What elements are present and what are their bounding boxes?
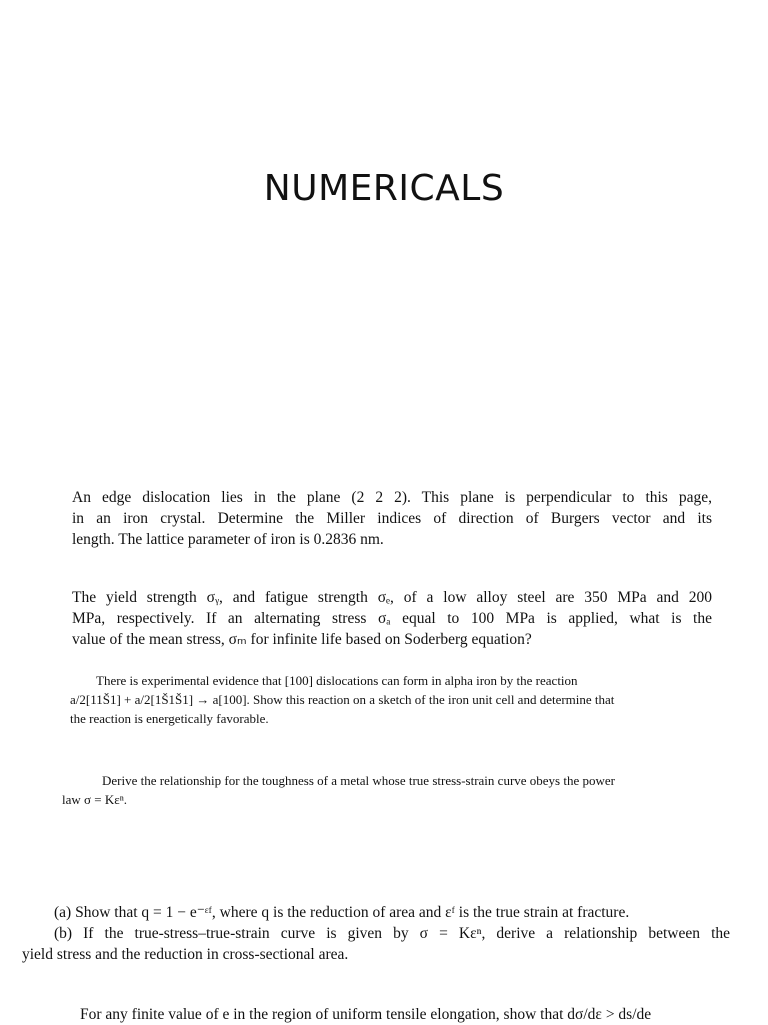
question-6-line-1: For any finite value of e in the region of uniform tensile elongation, show that dσ/dε > ds/de [80, 1006, 652, 1023]
question-4-line-1: Derive the relationship for the toughness of a metal whose true stress-strain curve obeys the power [102, 773, 615, 788]
question-1-line-1: An edge dislocation lies in the plane (2 2 2). This plane is perpendicular to this page, [72, 489, 712, 506]
question-4 [62, 771, 702, 809]
question-5-line-2: (b) If the true-stress–true-strain curve is given by σ = Kεⁿ, derive a relationship between the [54, 925, 730, 942]
question-5-line-3: yield stress and the reduction in cross-sectional area. [22, 946, 349, 963]
question-3-line-3: the reaction is energetically favorable. [70, 711, 269, 726]
question-5-line-1: (a) Show that q = 1 − e⁻ᵋᶠ, where q is the reduction of area and εᶠ is the true strain at fracture. [54, 904, 630, 921]
question-4-line-2: law σ = Kεⁿ. [62, 792, 128, 807]
question-2-line-2: MPa, respectively. If an alternating stress σₐ equal to 100 MPa is applied, what is the [72, 610, 712, 627]
question-2 [72, 587, 712, 650]
question-1-line-3: length. The lattice parameter of iron is 0.2836 nm. [72, 531, 384, 548]
question-2-line-1: The yield strength σᵧ, and fatigue strength σₑ, of a low alloy steel are 350 MPa and 200 [72, 589, 712, 606]
question-1-line-2: in an iron crystal. Determine the Miller indices of direction of Burgers vector and its [72, 510, 712, 527]
question-5 [22, 902, 730, 965]
question-1 [72, 487, 712, 550]
question-2-line-3: value of the mean stress, σₘ for infinite life based on Soderberg equation? [72, 631, 532, 648]
question-3 [70, 671, 690, 728]
question-3-line-1: There is experimental evidence that [100] dislocations can form in alpha iron by the reaction [96, 673, 578, 688]
question-6 [80, 1004, 730, 1025]
page-title: NUMERICALS [263, 168, 505, 209]
question-3-line-2: a/2[11Š1] + a/2[1Š1Š1] → a[100]. Show this reaction on a sketch of the iron unit cell and determine that [70, 692, 615, 707]
